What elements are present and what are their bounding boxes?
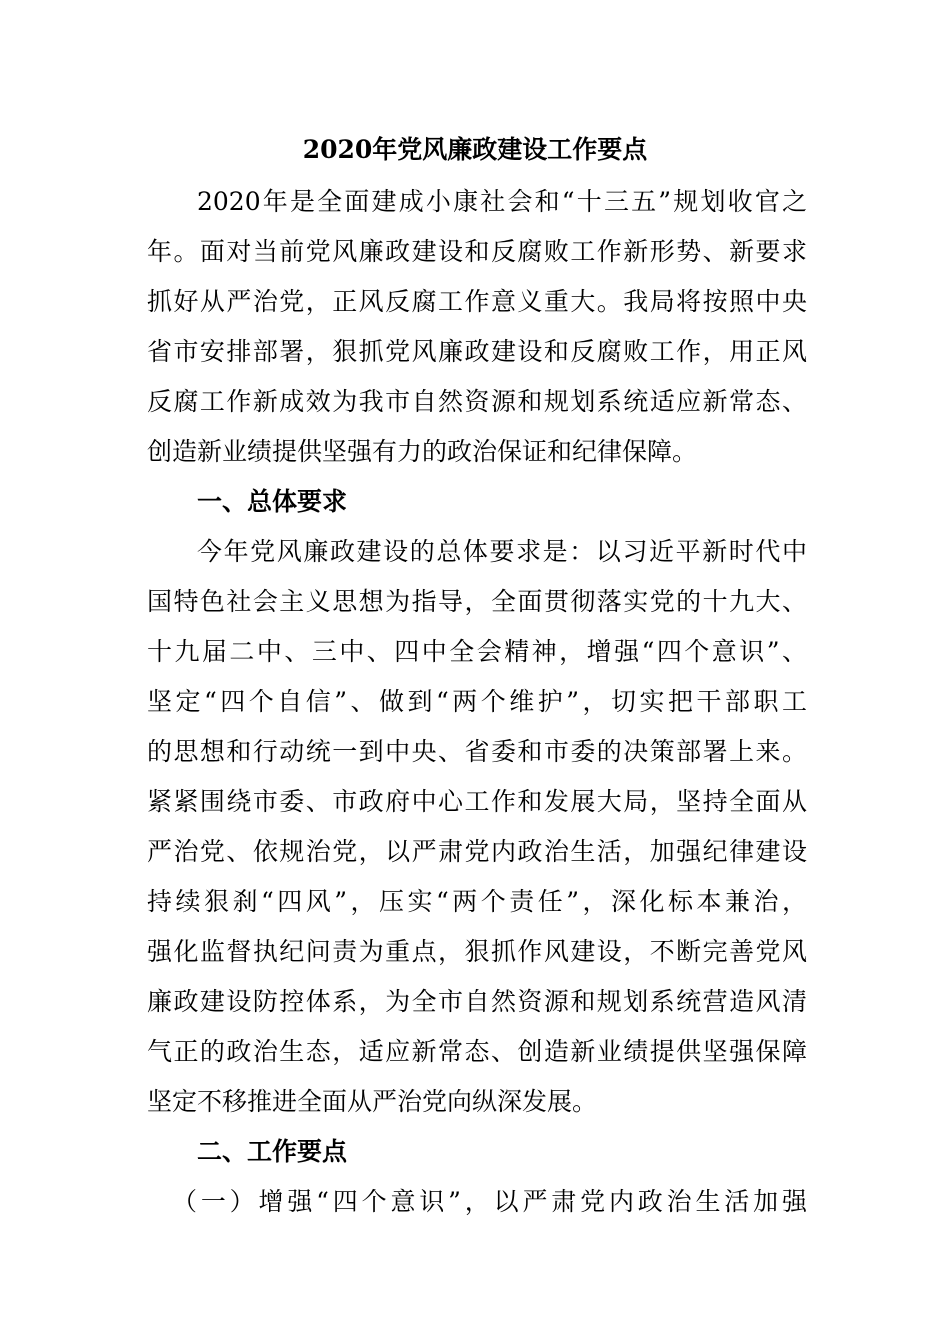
section-1-line-7: 严治党、依规治党，以严肃党内政治生活，加强纪律建设 [147,837,807,866]
section-1-line-5: 的思想和行动统一到中央、省委和市委的决策部署上来。 [147,737,807,766]
intro-line-6: 创造新业绩提供坚强有力的政治保证和纪律保障。 [147,437,698,466]
section-1-line-10: 廉政建设防控体系，为全市自然资源和规划系统营造风清 [147,987,807,1016]
intro-line-4: 省市安排部署，狠抓党风廉政建设和反腐败工作，用正风 [147,337,807,366]
section-2-heading: 二、工作要点 [197,1137,348,1166]
document-title: 2020年党风廉政建设工作要点 [302,135,648,164]
section-1-line-6: 紧紧围绕市委、市政府中心工作和发展大局，坚持全面从 [147,787,807,816]
section-1-line-3: 十九届二中、三中、四中全会精神，增强“四个意识”、 [147,637,807,666]
section-1-line-1: 今年党风廉政建设的总体要求是：以习近平新时代中 [197,537,807,566]
intro-line-1: 2020年是全面建成小康社会和“十三五”规划收官之 [197,187,807,216]
section-1-heading: 一、总体要求 [197,487,348,516]
intro-line-5: 反腐工作新成效为我市自然资源和规划系统适应新常态、 [147,387,807,416]
intro-line-3: 抓好从严治党，正风反腐工作意义重大。我局将按照中央 [147,287,807,316]
section-1-line-9: 强化监督执纪问责为重点，狠抓作风建设，不断完善党风 [147,937,807,966]
section-2-line-1: （一）增强“四个意识”，以严肃党内政治生活加强 [172,1187,807,1216]
section-1-line-2: 国特色社会主义思想为指导，全面贯彻落实党的十九大、 [147,587,807,616]
section-1-line-11: 气正的政治生态，适应新常态、创造新业绩提供坚强保障 [147,1037,807,1066]
intro-line-2: 年。面对当前党风廉政建设和反腐败工作新形势、新要求 [147,237,807,266]
section-1-line-12: 坚定不移推进全面从严治党向纵深发展。 [147,1087,598,1116]
section-1-line-4: 坚定“四个自信”、做到“两个维护”，切实把干部职工 [147,687,807,716]
section-1-line-8: 持续狠刹“四风”，压实“两个责任”，深化标本兼治， [147,887,807,916]
